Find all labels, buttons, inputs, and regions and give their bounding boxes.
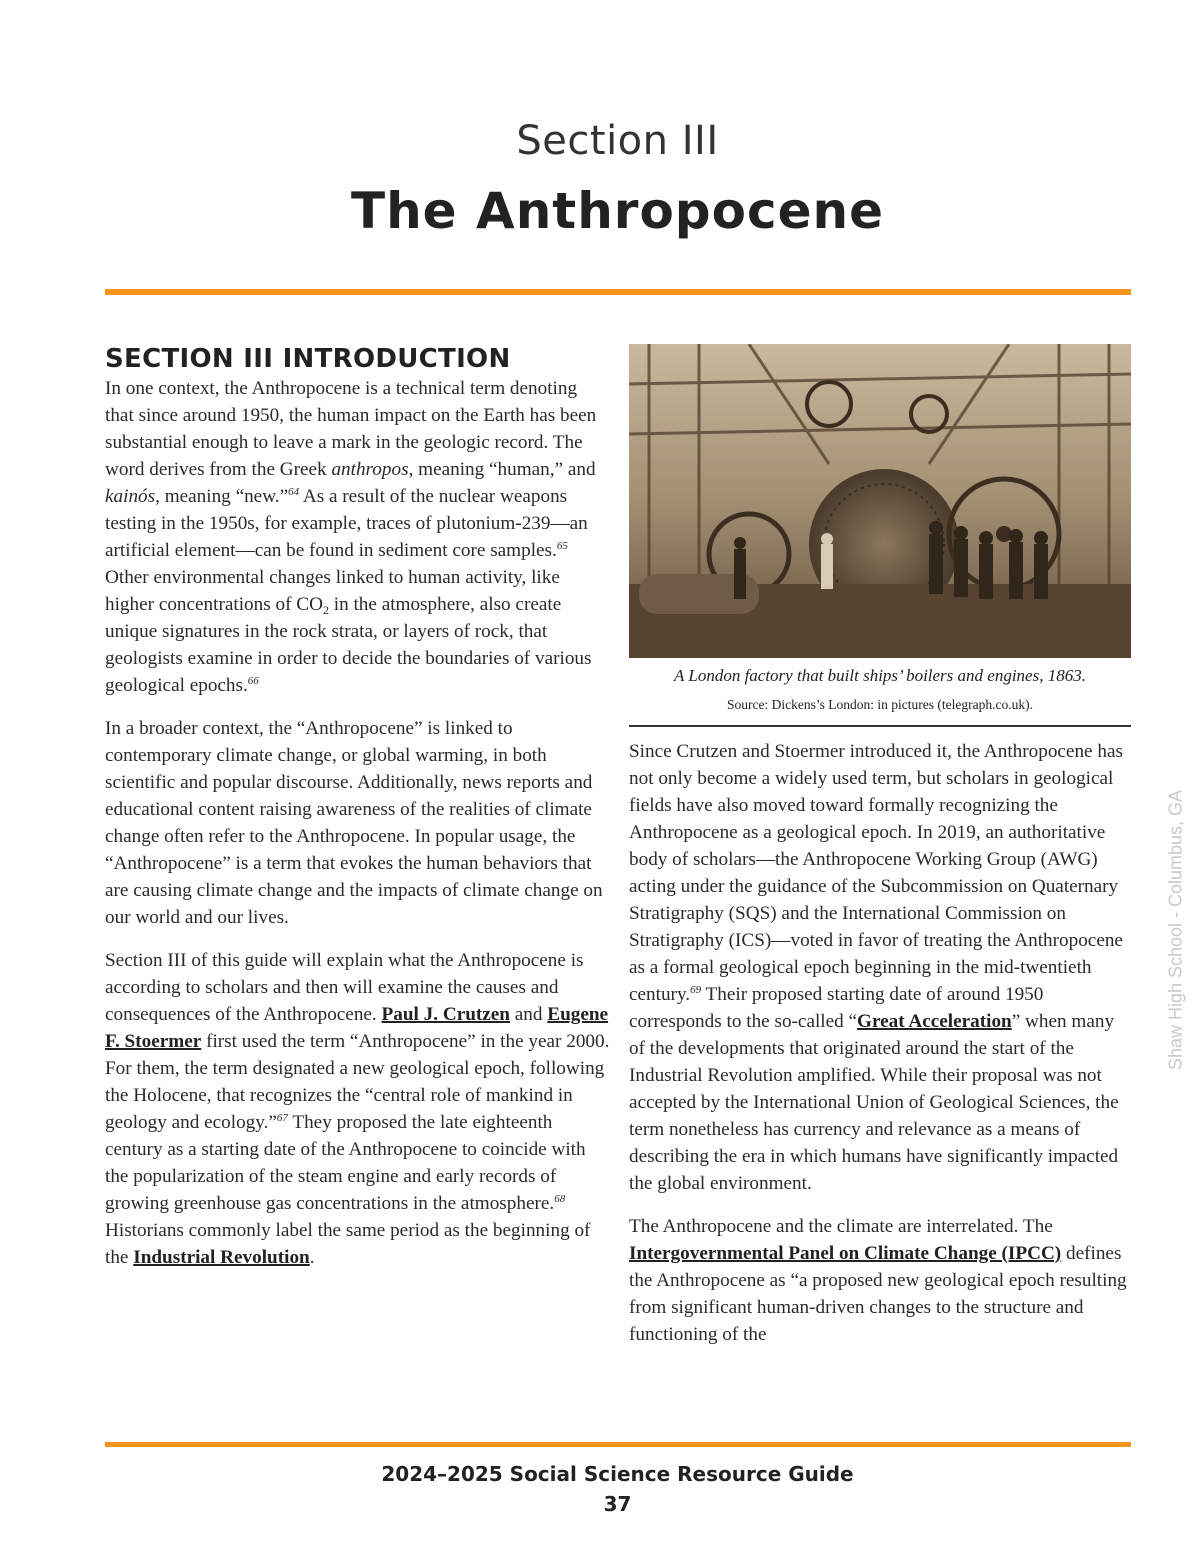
bottom-divider (105, 1442, 1131, 1447)
footnote-marker: 64 (288, 486, 300, 498)
right-paragraph-2 (629, 1213, 1134, 1348)
factory-photo-illustration (629, 344, 1131, 658)
page-title: The Anthropocene (350, 182, 885, 240)
text-run: They proposed the late eighteenth century as a starting date of the Anthropocene to coincide with the popularization of the steam engine and early records of growing greenhouse gas concentrations in the atmosphere. (105, 1112, 586, 1214)
footnote-marker: 67 (276, 1112, 288, 1124)
term-anthropos: anthropos (331, 459, 409, 480)
footnote-marker: 66 (247, 675, 259, 687)
section-kicker: Section III (516, 118, 719, 164)
text-run: , meaning “human,” and (408, 459, 596, 480)
text-run: and (509, 1004, 548, 1025)
subscript: 2 (322, 603, 329, 617)
text-run: defines the Anthropocene as “a proposed new geological epoch resulting from significant human-driven changes to the structure and functioning of the (629, 1243, 1127, 1345)
intro-paragraph-3 (105, 947, 610, 1271)
page-number: 37 (603, 1492, 632, 1516)
section-heading: SECTION III INTRODUCTION (105, 344, 511, 374)
left-column (105, 342, 610, 1287)
caption-divider (629, 725, 1131, 727)
footnote-marker: 69 (690, 984, 702, 996)
photo-caption: A London factory that built ships’ boilers and engines, 1863. (674, 666, 1086, 685)
right-column (629, 738, 1134, 1364)
link-industrial-revolution[interactable]: Industrial Revolution (133, 1247, 310, 1268)
text-run: As a result of the nuclear weapons testing in the 1950s, for example, traces of plutonium-239—an artificial element—can be found in sediment core samples. (105, 486, 588, 561)
link-paul-crutzen[interactable]: Paul J. Crutzen (381, 1004, 510, 1025)
text-run: Historians commonly label the same period as the beginning of the (105, 1220, 591, 1268)
text-run: Since Crutzen and Stoermer introduced it, the Anthropocene has not only become a widely used term, but scholars in geological fields have also moved toward formally recognizing the Anthropocene as a geological epoch. In 2019, an authoritative body of scholars—the Anthropocene Working Group (AWG) acting under the guidance of the Subcommission on Quaternary Stratigraphy (SQS) and the International Commission on Stratigraphy (ICS)—voted in favor of treating the Anthropocene as a formal geological epoch beginning in the mid-twentieth century. (629, 741, 1123, 1005)
text-run: in the atmosphere, also create unique signatures in the rock strata, or layers of rock, that geologists examine in order to decide the boundaries of various geological epochs. (105, 594, 592, 696)
school-watermark: Shaw High School - Columbus, GA (1165, 789, 1186, 1071)
text-run: , meaning “new.” (155, 486, 289, 507)
footnote-marker: 65 (556, 540, 568, 552)
text-run: first used the term “Anthropocene” in the year 2000. For them, the term designated a new geological epoch, following the Holocene, that recognizes the “central role of mankind in geology and ecology.” (105, 1031, 610, 1133)
right-paragraph-1 (629, 738, 1134, 1197)
footer-guide-title: 2024–2025 Social Science Resource Guide (381, 1462, 854, 1486)
term-kainos: kainós (105, 486, 156, 507)
intro-paragraph-2: In a broader context, the “Anthropocene” is linked to contemporary climate change, or global warming, in both scientific and popular discourse. Additionally, news reports and educational content raising awareness of the realities of climate change often refer to the Anthropocene. In popular usage, the “Anthropocene” is a term that evokes the human behaviors that are causing climate change and the impacts of climate change on our world and our lives. (105, 718, 603, 928)
top-divider (105, 289, 1131, 295)
text-run: Their proposed starting date of around 1950 corresponds to the so-called “ (629, 984, 1044, 1032)
text-run: Section III of this guide will explain what the Anthropocene is according to scholars and then will examine the causes and consequences of the Anthropocene. (105, 950, 584, 1025)
photo-source: Source: Dickens’s London: in pictures (telegraph.co.uk). (727, 697, 1033, 712)
link-great-acceleration[interactable]: Great Acceleration (857, 1011, 1012, 1032)
link-ipcc[interactable]: Intergovernmental Panel on Climate Change (IPCC) (629, 1243, 1062, 1264)
text-run: In one context, the Anthropocene is a technical term denoting that since around 1950, the human impact on the Earth has been substantial enough to leave a mark in the geologic record. The word derives from the Greek (105, 378, 597, 480)
factory-photo (629, 344, 1131, 658)
intro-paragraph-1 (105, 375, 610, 699)
footnote-marker: 68 (554, 1193, 566, 1205)
link-eugene-stoermer[interactable]: Eugene F. Stoermer (105, 1004, 609, 1052)
text-run: Other environmental changes linked to human activity, like higher concentrations of CO (105, 567, 560, 615)
text-run: . (309, 1247, 315, 1268)
text-run: ” when many of the developments that originated around the start of the Industrial Revolution amplified. While their proposal was not accepted by the International Union of Geological Sciences, the term nonetheless has currency and relevance as a means of describing the era in which humans have significantly impacted the global environment. (629, 1011, 1119, 1194)
text-run: The Anthropocene and the climate are interrelated. The (629, 1216, 1053, 1237)
